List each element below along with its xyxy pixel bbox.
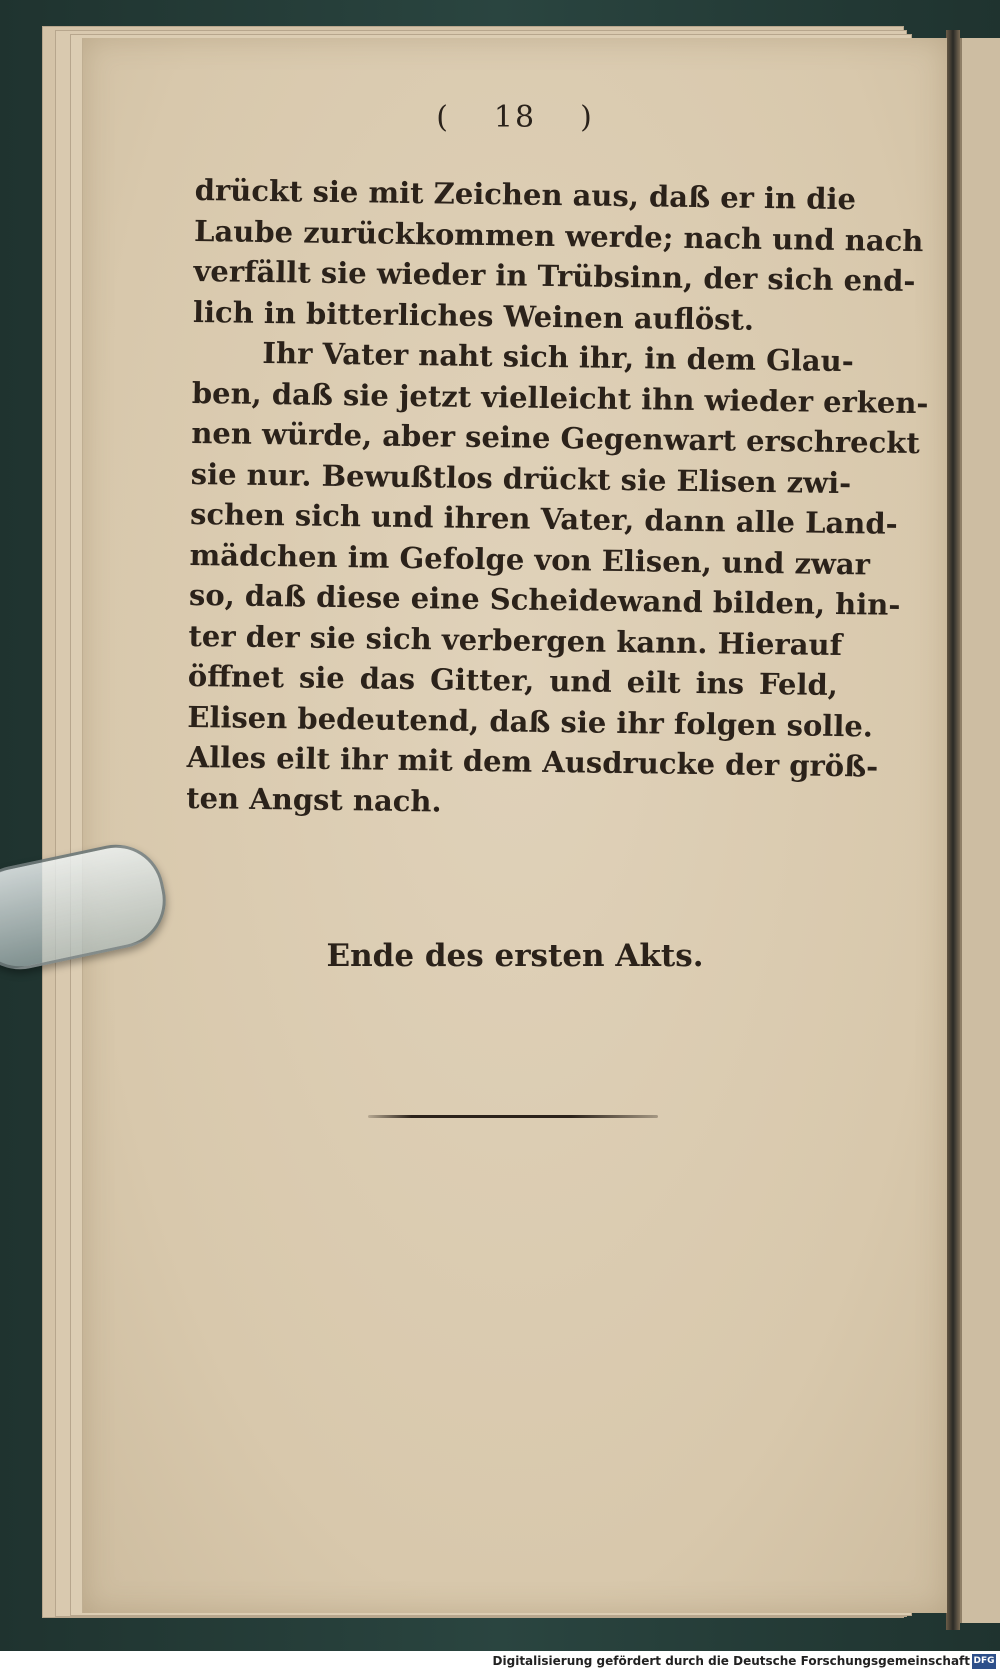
footer-credit: Digitalisierung gefördert durch die Deutsche Forschungsgemeinschaft — [492, 1654, 970, 1668]
text-line: mädchen im Gefolge von Elisen, und zwar — [189, 537, 871, 581]
text-line: Laube zurückkommen werde; nach und nach — [193, 213, 924, 258]
text-line: ten Angst nach. — [186, 780, 442, 819]
text-line: nen würde, aber seine Gegenwart erschreckt — [191, 415, 921, 461]
text-line: ben, daß sie jetzt vielleicht ihn wieder erken- — [191, 375, 929, 420]
text-line: lich in bitterliches Weinen auflöst. — [192, 294, 755, 337]
folio-number: 18 — [493, 100, 537, 135]
decorative-rule — [368, 1115, 658, 1118]
dfg-logo-icon: DFG — [972, 1654, 996, 1669]
text-line: verfällt sie wieder in Trübsinn, der sich end- — [193, 253, 916, 299]
text-line: so, daß diese eine Scheidewand bilden, hin- — [188, 577, 901, 622]
text-line: drückt sie mit Zeichen aus, daß er in die — [194, 172, 857, 217]
text-line: schen sich und ihren Vater, dann alle Land- — [189, 496, 898, 541]
act-end-heading: Ende des ersten Akts. — [326, 938, 704, 974]
footer-bar — [0, 1651, 1000, 1673]
page-number — [83, 100, 947, 135]
text-line: Elisen bedeutend, daß sie ihr folgen solle. — [187, 699, 874, 744]
facing-page-edge — [960, 38, 1000, 1623]
body-text — [186, 170, 929, 827]
text-line: Alles eilt ihr mit dem Ausdrucke der größ- — [186, 739, 879, 784]
text-line: ter der sie sich verbergen kann. Hierauf — [188, 618, 843, 662]
book-page — [82, 38, 947, 1613]
folio-close-paren: ) — [580, 100, 594, 135]
text-line: sie nur. Bewußtlos drückt sie Elisen zwi- — [190, 456, 852, 500]
book-gutter — [946, 30, 960, 1630]
text-line: öffnet sie das Gitter, und eilt ins Feld, — [187, 658, 839, 703]
text-line: Ihr Vater naht sich ihr, in dem Glau- — [262, 335, 855, 379]
folio-open-paren: ( — [436, 100, 450, 135]
